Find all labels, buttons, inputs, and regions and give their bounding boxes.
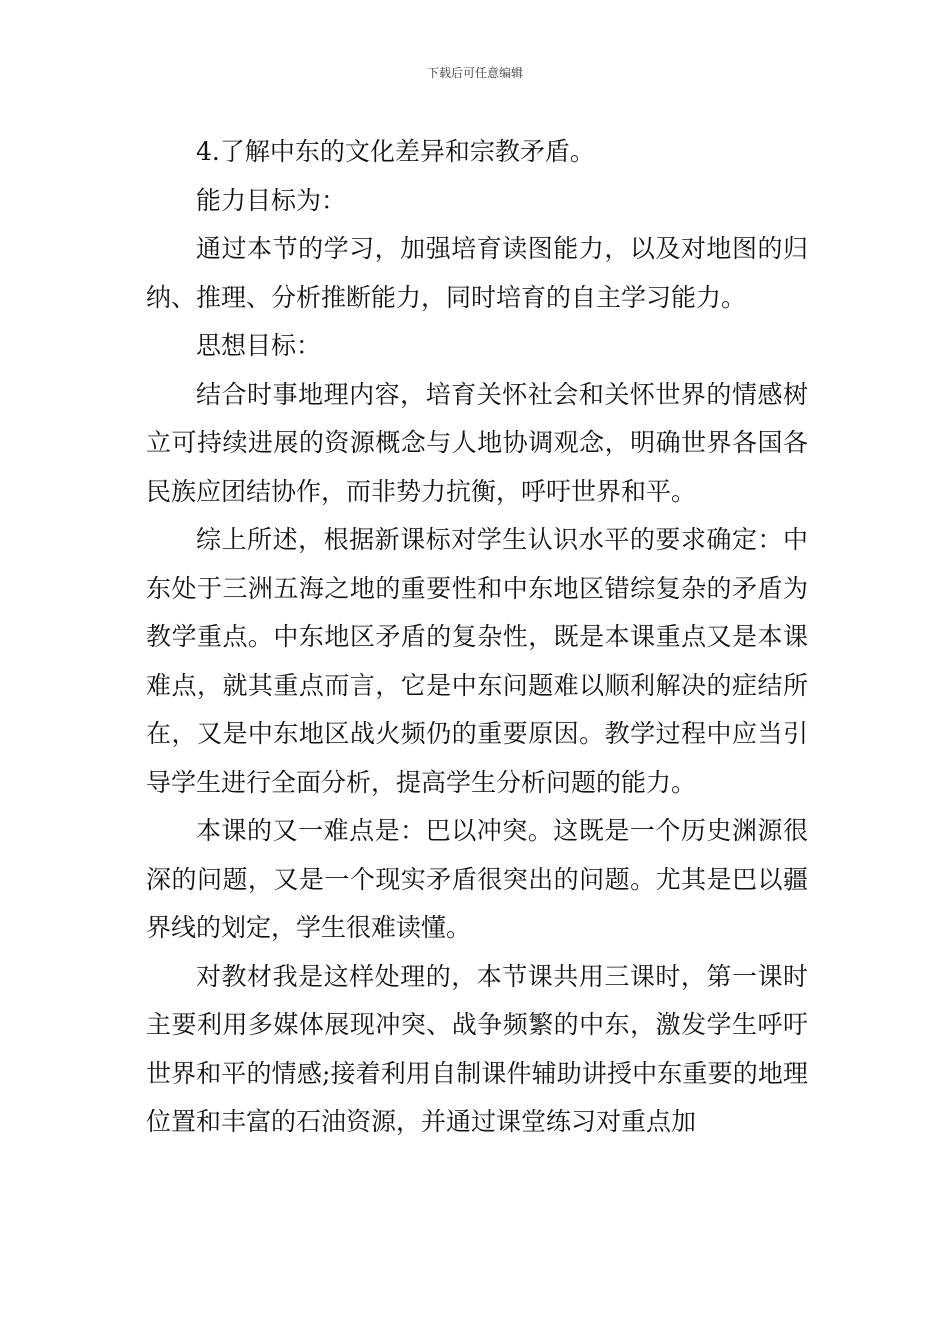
page-header: 下载后可任意编辑: [426, 66, 523, 80]
paragraph-key-points: 综上所述，根据新课标对学生认识水平的要求确定：中东处于三洲五海之地的重要性和中东地区错综复杂的矛盾为教学重点。中东地区矛盾的复杂性，既是本课重点又是本课难点，就其重点而言，它是中东问题难以顺利解决的症结所在，又是中东地区战火频仍的重要原因。教学过程中应当引导学生进行全面分析，提高学生分析问题的能力。: [146, 525, 808, 797]
paragraph-thought-heading: 思想目标：: [196, 331, 322, 360]
paragraph-difficulty: 本课的又一难点是：巴以冲突。这既是一个历史渊源很深的问题，又是一个现实矛盾很突出的问题。尤其是巴以疆界线的划定，学生很难读懂。: [146, 816, 808, 942]
document-body: [146, 128, 808, 1147]
paragraph-textbook-handling: 对教材我是这样处理的，本节课共用三课时，第一课时主要利用多媒体展现冲突、战争频繁的中东，激发学生呼吁世界和平的情感;接着利用自制课件辅助讲授中东重要的地理位置和丰富的石油资源，并通过课堂练习对重点加: [146, 961, 808, 1136]
paragraph-ability-goal: 通过本节的学习，加强培育读图能力，以及对地图的归纳、推理、分析推断能力，同时培育的自主学习能力。: [146, 234, 808, 312]
paragraph-thought-goal: 结合时事地理内容，培育关怀社会和关怀世界的情感树立可持续进展的资源概念与人地协调观念，明确世界各国各民族应团结协作，而非势力抗衡，呼吁世界和平。: [146, 379, 808, 506]
paragraph-objective-4: 4.了解中东的文化差异和宗教矛盾。: [196, 137, 595, 166]
paragraph-ability-heading: 能力目标为：: [196, 185, 347, 215]
